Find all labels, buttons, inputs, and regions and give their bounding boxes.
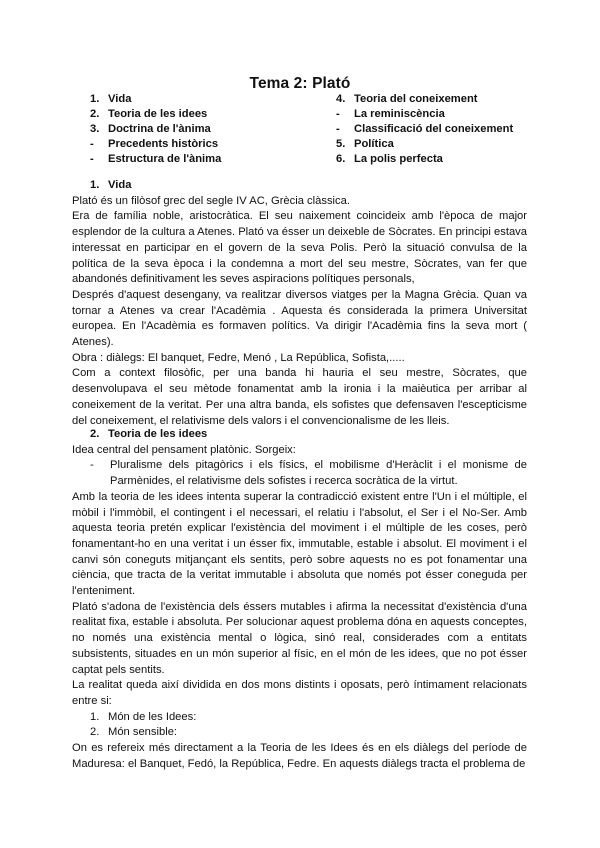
list-label: Món sensible: — [108, 726, 178, 739]
list-label: Món de les Idees: — [108, 710, 197, 723]
toc-marker: - — [90, 138, 94, 150]
document-title: Tema 2: Plató — [249, 75, 351, 92]
toc-item — [90, 92, 221, 107]
toc-marker: - — [90, 153, 94, 165]
toc-item — [90, 107, 221, 122]
toc-marker: - — [336, 108, 340, 120]
toc-label: La reminiscència — [354, 108, 445, 120]
toc-marker: 3. — [90, 123, 100, 135]
list-item — [90, 725, 527, 741]
bullet-marker: - — [90, 459, 94, 472]
section-number: 1. — [90, 179, 100, 191]
paragraph: Amb la teoria de les idees intenta superar la contradicció existent entre l'Un i el múltiple, el mòbil i l'immòbil, el contingent i el necessari, el relatiu i l'absolut, el Ser i el No-Ser. Amb aquesta teoria pretén explicar l'existència del moviment i el múltiple de les coses, però fonamentant-ho en una veritat i un ésser fix, immutable, estable i absolut. El moviment i el canvi són coneguts mitjançant els sentits, però sobre aquests no es pot fonamentar una ciència, que tracta de la veritat immutable i absoluta que només pot ésser coneguda per l'enteniment. — [72, 490, 527, 598]
toc-item — [336, 137, 513, 152]
toc-label: Estructura de l'ànima — [108, 153, 222, 165]
section-number: 2. — [90, 428, 100, 440]
toc-label: Classificació del coneixement — [354, 123, 514, 135]
list-marker: 1. — [90, 710, 100, 723]
toc-left-column — [90, 92, 221, 167]
toc-item — [90, 122, 221, 137]
toc-marker: - — [336, 123, 340, 135]
toc-right-column — [336, 92, 513, 167]
paragraph: Idea central del pensament platònic. Sorgeix: — [72, 443, 296, 456]
toc-item — [90, 137, 221, 152]
paragraph: On es refereix més directament a la Teoria de les Idees és en els diàlegs del període de Maduresa: el Banquet, Fedó, la República, Fedre. En aquests diàlegs tracta el problema de — [72, 742, 527, 770]
paragraph: La realitat queda així dividida en dos mons distints i oposats, però íntimament relacionats entre si: — [72, 679, 527, 707]
bullet-item — [90, 458, 527, 489]
paragraph: Obra : diàlegs: El banquet, Fedre, Menó , La República, Sofista,..... — [72, 351, 405, 364]
toc-label: Vida — [108, 93, 132, 105]
section-vida — [72, 178, 527, 429]
toc-label: Precedents històrics — [108, 138, 219, 150]
section-heading — [90, 178, 527, 194]
toc-label: Política — [354, 138, 394, 150]
toc-marker: 1. — [90, 93, 100, 105]
toc-label: Doctrina de l'ànima — [108, 123, 211, 135]
paragraph: Com a context filosòfic, per una banda hi hauria el seu mestre, Sòcrates, que desenvolupava el seu mètode fonamentat amb la ironia i la maièutica per arribar al coneixement de la veritat. Per una altra banda, els sofistes que defensaven l'escepticisme del coneixement, el relativisme dels valors i el convencionalisme de les lleis. — [72, 367, 527, 427]
section-title: Vida — [108, 179, 132, 191]
paragraph: Plató s'adona de l'existència dels éssers mutables i afirma la necessitat d'existència d'una realitat fixa, estable i absoluta. Per solucionar aquest problema dóna en aquests conceptes, no només una existència mental o lògica, sinó real, considerades com a entitats subsistents, situades en un món superior al físic, en el món de les idees, que no pot ésser captat pels sentits. — [72, 600, 527, 676]
toc-item — [336, 152, 513, 167]
paragraph: Plató és un filòsof grec del segle IV AC, Grècia clàssica. — [72, 194, 350, 207]
toc-label: Teoria de les idees — [108, 108, 208, 120]
section-teoria-idees — [72, 427, 527, 772]
section-heading — [90, 427, 527, 443]
toc-marker: 5. — [336, 138, 346, 150]
toc-marker: 2. — [90, 108, 100, 120]
toc-marker: 6. — [336, 153, 346, 165]
toc-item — [336, 122, 513, 137]
toc-marker: 4. — [336, 93, 346, 105]
list-item — [90, 710, 527, 726]
toc-item — [336, 92, 513, 107]
toc-label: Teoria del coneixement — [354, 93, 478, 105]
paragraph: Era de família noble, aristocràtica. El seu naixement coincideix amb l'època de major esplendor de la cultura a Atenes. Plató va ésser un deixeble de Sòcrates. En principi estava interessat en participar en el govern de la seva Polis. Però la situació convulsa de la política de la seva època i la condemna a mort del seu mestre, Sòcrates, van fer que abandonés definitivament les seves aspiracions polítiques personals, — [72, 210, 527, 286]
paragraph: Després d'aquest desengany, va realitzar diversos viatges per la Magna Grècia. Quan va tornar a Atenes va crear l'Acadèmia . Aquesta és considerada la primera Universitat europea. En l'Acadèmia es formaven polítics. Va dirigir l'Acadèmia fins la seva mort ( Atenes). — [72, 288, 527, 349]
toc-label: La polis perfecta — [354, 153, 443, 165]
list-marker: 2. — [90, 726, 100, 739]
bullet-text: Pluralisme dels pitagòrics i els físics, el mobilisme d'Heràclit i el monisme de Parmènides, el relativisme dels sofistes i recerca socràtica de la virtut. — [110, 459, 527, 488]
toc-item — [90, 152, 221, 167]
toc-item — [336, 107, 513, 122]
section-title: Teoria de les idees — [108, 428, 208, 440]
